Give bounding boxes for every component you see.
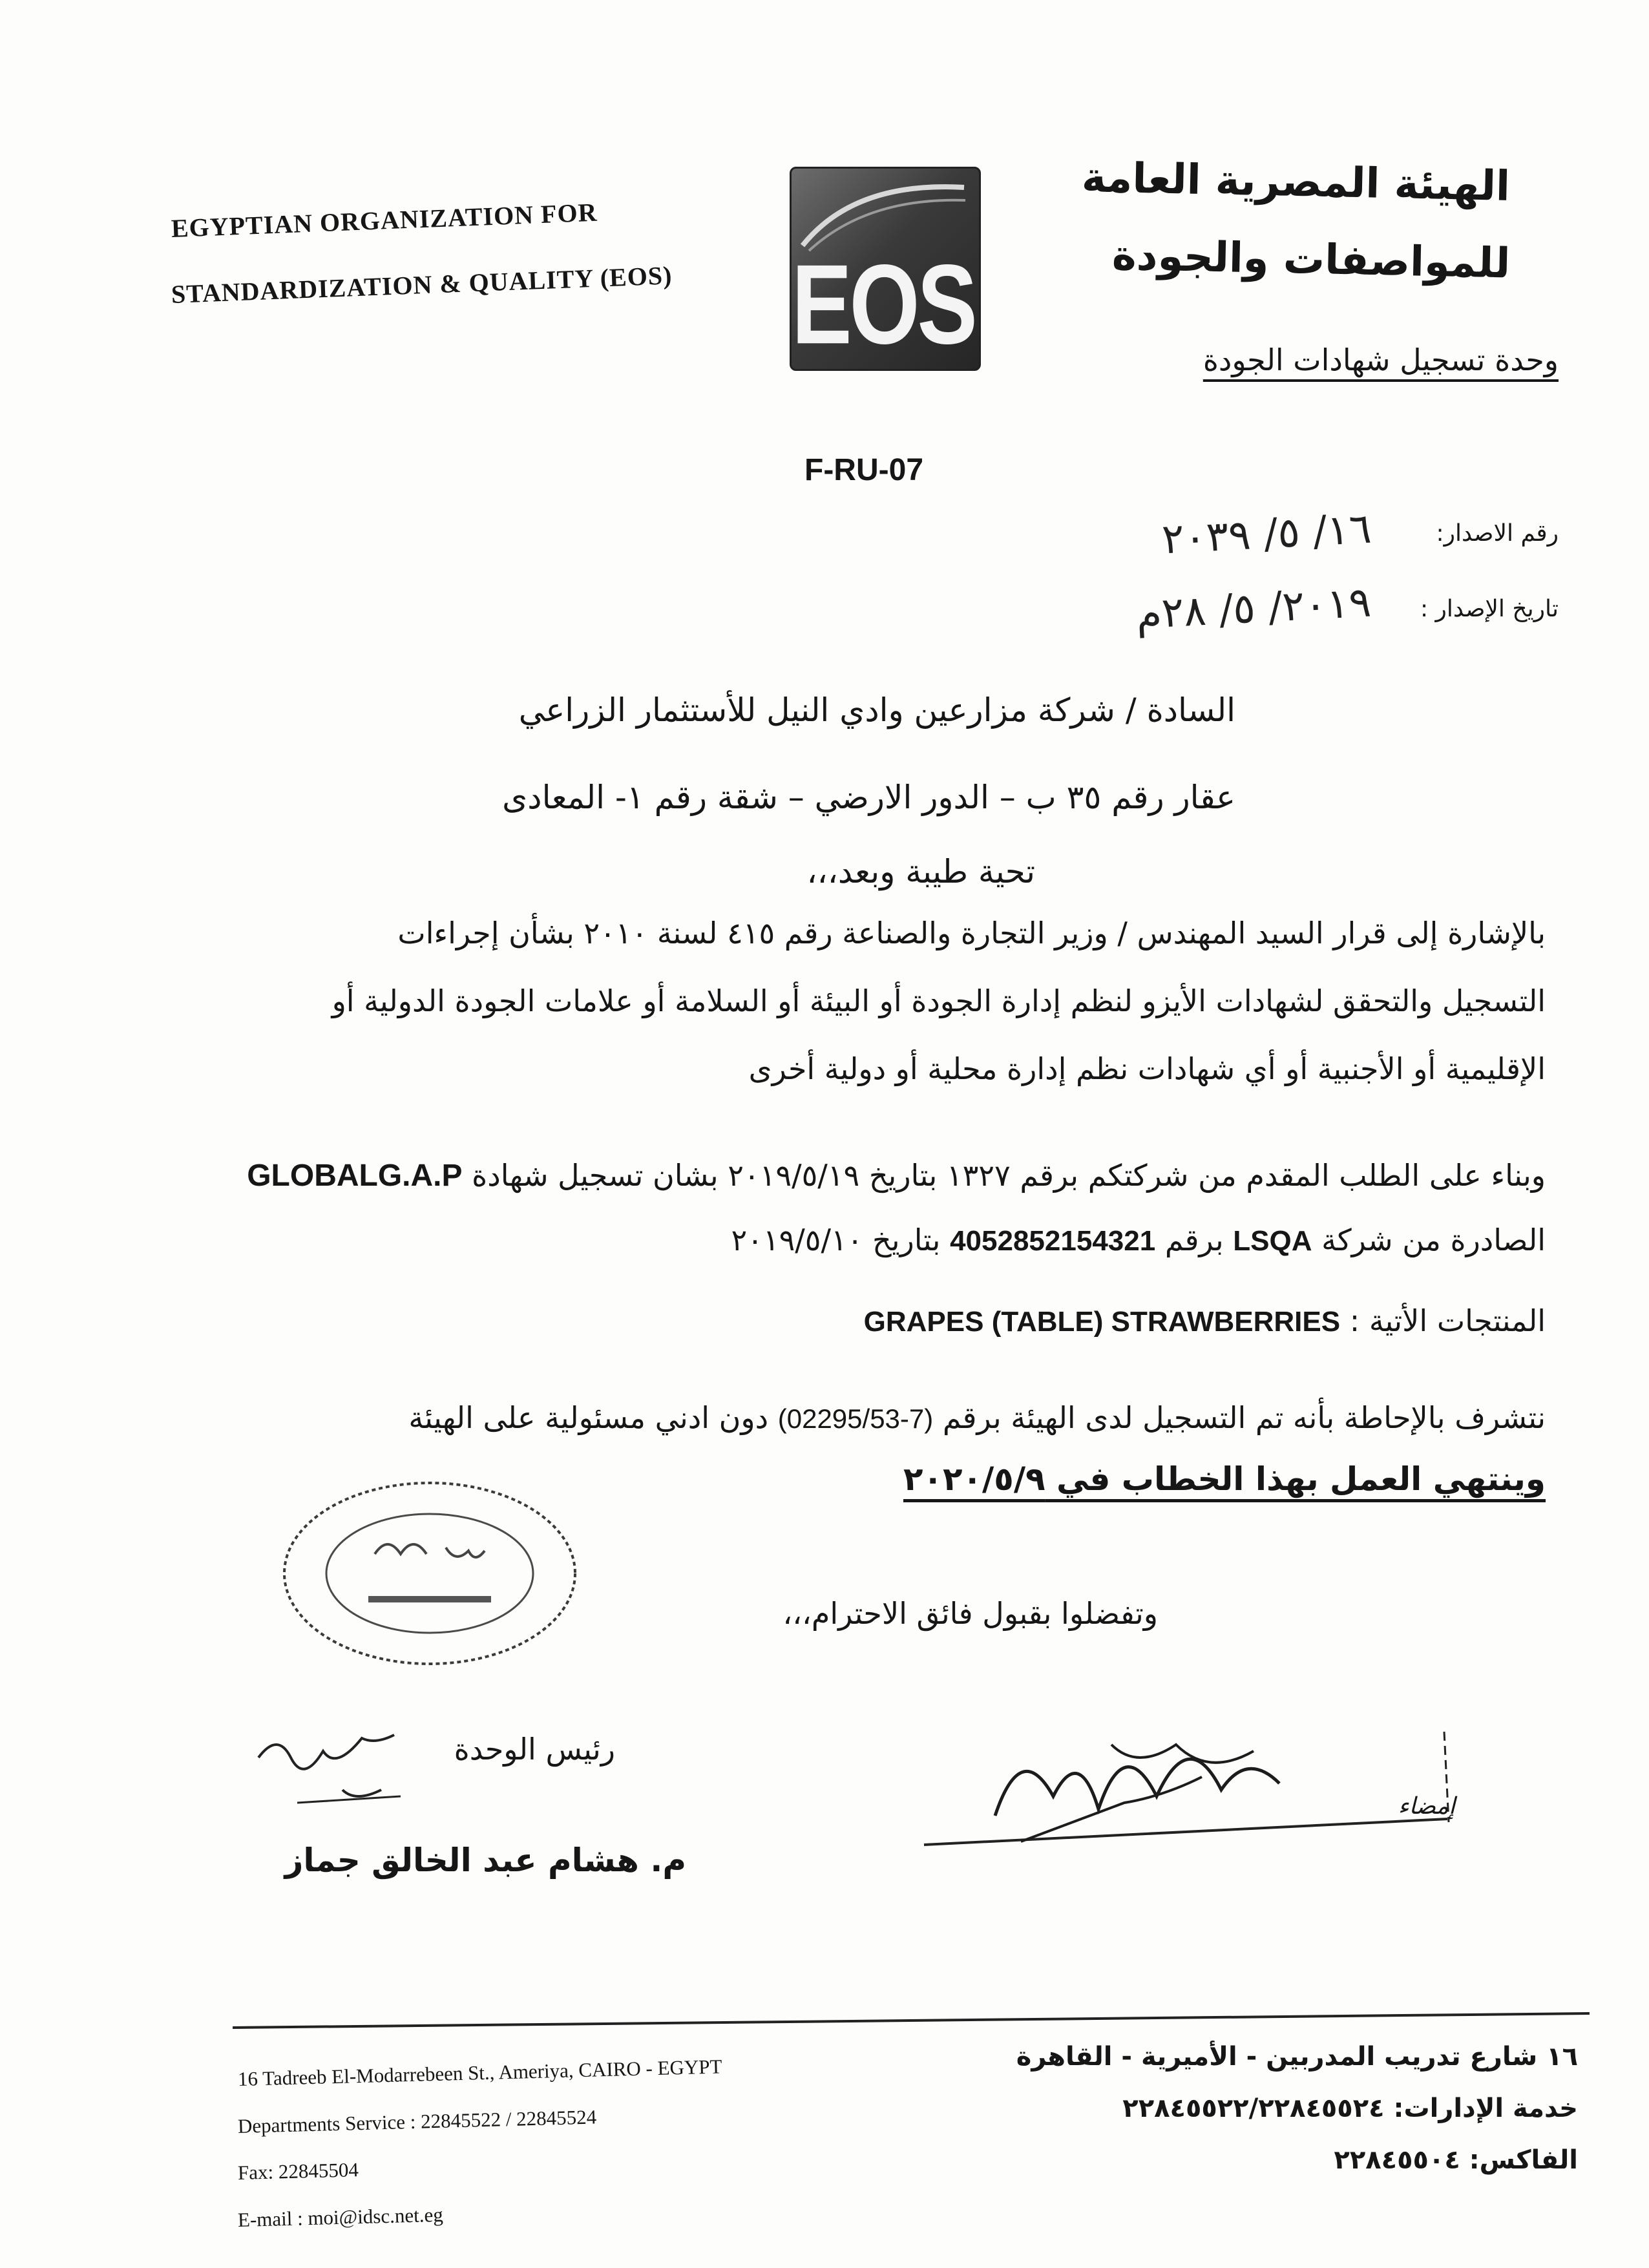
certificate-date: بتاريخ ٢٠١٩/٥/١٠ — [731, 1223, 941, 1257]
products-line — [864, 1286, 1546, 1357]
body-p2-line1-text: وبناء على الطلب المقدم من شركتكم برقم ١٣٢٧ بتاريخ ٢٠١٩/٥/١٩ بشان تسجيل شهادة — [472, 1158, 1546, 1193]
certificate-number-label: برقم — [1164, 1223, 1224, 1257]
body-p2-line2 — [731, 1205, 1546, 1276]
footer-fax-ar: الفاكس: ٢٢٨٤٥٥٠٤ — [1334, 2145, 1578, 2175]
registration-text: نتشرف بالإحاطة بأنه تم التسجيل لدى الهيئة برقم — [942, 1400, 1546, 1435]
org-name-en-line1: EGYPTIAN ORGANIZATION FOR — [171, 197, 598, 243]
org-name-ar-line1: الهيئة المصرية العامة — [1081, 154, 1511, 211]
org-name-en-line2: STANDARDIZATION & QUALITY (EOS) — [171, 260, 673, 309]
footer-departments-ar: خدمة الإدارات: ٢٢٨٤٥٥٢٢/٢٢٨٤٥٥٢٤ — [1122, 2094, 1578, 2123]
footer-address-en: 16 Tadreeb El-Modarrebeen St., Ameriya, CAIRO - EGYPT — [237, 2055, 722, 2090]
footer-email-en: E-mail : moi@idsc.net.eg — [237, 2203, 444, 2231]
recipient-address: عقار رقم ٣٥ ب – الدور الارضي – شقة رقم ١- المعادى — [502, 779, 1235, 816]
registration-number: (02295/53-7) — [777, 1403, 934, 1434]
issue-number-label: رقم الاصدار: — [1436, 520, 1559, 547]
greeting: تحية طيبة وبعد،،، — [806, 853, 1035, 890]
issue-date-label: تاريخ الإصدار : — [1420, 596, 1559, 622]
footer-address-ar: ١٦ شارع تدريب المدربين - الأميرية - القاهرة — [1016, 2042, 1578, 2072]
approval-stamp — [918, 1706, 1460, 1854]
certificate-number: 4052852154321 — [950, 1225, 1156, 1257]
footer-fax-en: Fax: 22845504 — [237, 2158, 359, 2184]
footer-divider — [233, 2012, 1590, 2029]
official-seal — [278, 1476, 582, 1670]
footer-departments-en: Departments Service : 22845522 / 22845524 — [237, 2105, 597, 2137]
issuer-company: LSQA — [1233, 1225, 1312, 1257]
issue-date-value: ٢٠١٩/ ٥/ ٢٨م — [1135, 578, 1372, 639]
body-p1-line3: الإقليمية أو الأجنبية أو أي شهادات نظم إدارة محلية أو دولية أخرى — [748, 1051, 1546, 1086]
products-label: المنتجات الأتية : — [1349, 1303, 1546, 1338]
products-value: GRAPES (TABLE) STRAWBERRIES — [863, 1306, 1341, 1338]
body-p1-line1: بالإشارة إلى قرار السيد المهندس / وزير التجارة والصناعة رقم ٤١٥ لسنة ٢٠١٠ بشأن إجراءات — [397, 916, 1546, 950]
body-p1-line2: التسجيل والتحقق لشهادات الأيزو لنظم إدارة الجودة أو البيئة أو السلامة أو علامات الجودة الدولية أو — [331, 983, 1546, 1018]
validity-line: وينتهي العمل بهذا الخطاب في ٢٠٢٠/٥/٩ — [903, 1460, 1546, 1498]
issue-number-value: ١٦/ ٥/ ٢٠٣٩ — [1160, 505, 1372, 564]
closing: وتفضلوا بقبول فائق الاحترام،،، — [782, 1596, 1158, 1631]
issuer-label: الصادرة من شركة — [1321, 1223, 1546, 1257]
unit-name: وحدة تسجيل شهادات الجودة — [1203, 342, 1559, 377]
org-name-ar-line2: للمواصفات والجودة — [1111, 231, 1511, 288]
handwritten-signature-left — [246, 1719, 414, 1822]
stamp-label: إمضاء — [1398, 1793, 1455, 1820]
liability-text: دون ادني مسئولية على الهيئة — [408, 1400, 769, 1435]
signatory-title: رئيس الوحدة — [454, 1732, 615, 1767]
form-code: F-RU-07 — [804, 453, 924, 487]
logo-text: EOS — [792, 240, 975, 368]
certificate-name: GLOBALG.A.P — [247, 1159, 463, 1193]
body-p3-line1 — [220, 1383, 1546, 1454]
signatory-name: م. هشام عبد الخالق جماز — [284, 1842, 686, 1879]
body-p2-line1 — [168, 1140, 1546, 1211]
recipient-name: السادة / شركة مزارعين وادي النيل للأستثمار الزراعي — [518, 691, 1235, 729]
